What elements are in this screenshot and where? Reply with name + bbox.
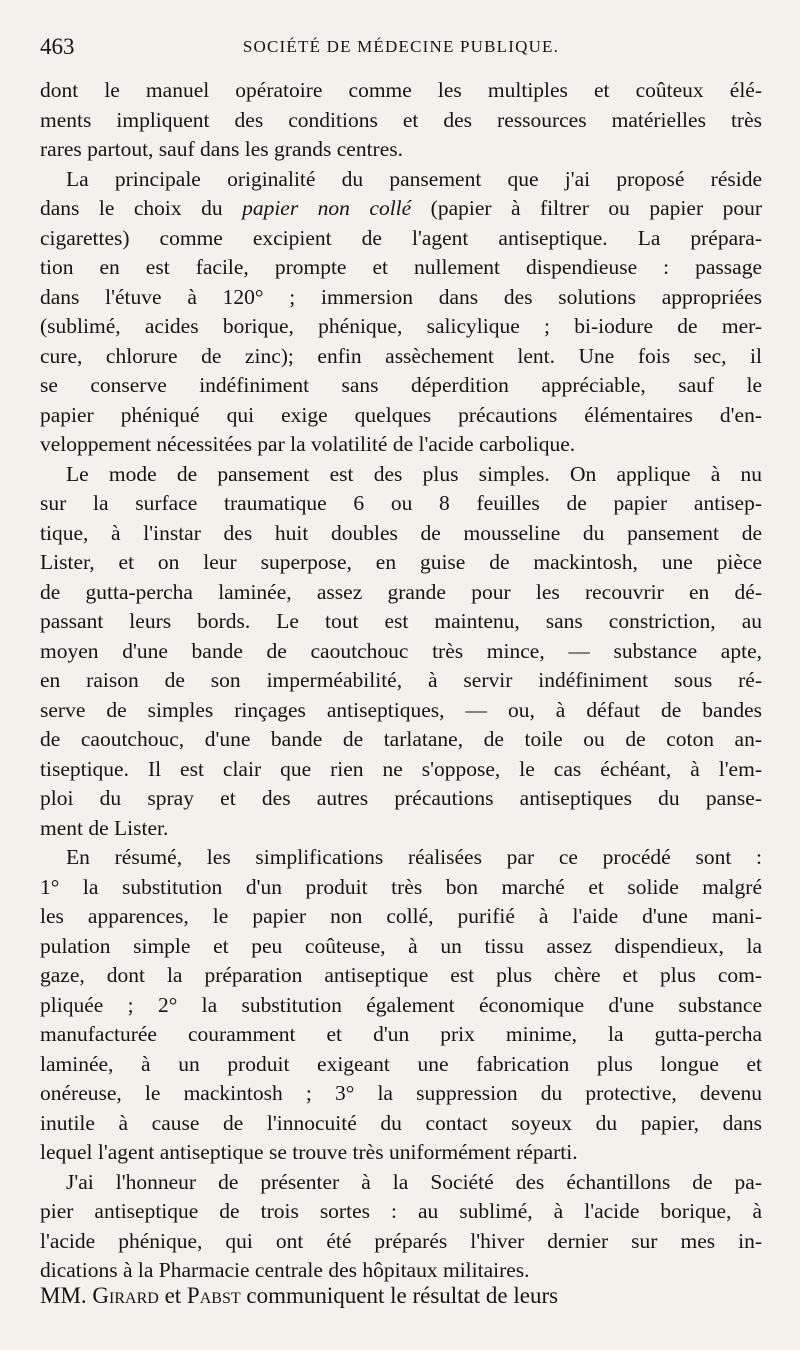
running-title: SOCIÉTÉ DE MÉDECINE PUBLIQUE. [242,37,560,56]
text-line: pier antiseptique de trois sortes : au sublimé, à l'acide borique, à [40,1199,762,1223]
paragraph [40,460,762,844]
text-line: moyen d'une bande de caoutchouc très mince, — substance apte, [40,638,762,663]
text-line: (sublimé, acides borique, phénique, salicylique ; bi-iodure de mer- [40,314,762,338]
text-line: papier phéniqué qui exige quelques précautions élémentaires d'en- [40,402,762,427]
text-line: lequel l'agent antiseptique se trouve très uniformément réparti. [40,1140,578,1164]
text-line: Lister, et on leur superpose, en guise de mackintosh, une pièce [40,550,762,574]
text-line: tiseptique. Il est clair que rien ne s'oppose, le cas échéant, à l'em- [40,756,762,781]
text-line: passant leurs bords. Le tout est maintenu, sans constriction, au [40,609,762,633]
text-line: inutile à cause de l'innocuité du contact soyeux du papier, dans [40,1110,762,1135]
text-line: en raison de son imperméabilité, à servir indéfiniment sous ré- [40,668,762,692]
text-line: pliquée ; 2° la substitution également économique d'une substance [40,992,762,1017]
paragraph [40,165,762,460]
text-line: dans l'étuve à 120° ; immersion dans des solutions appropriées [40,284,762,309]
closing-prefix: MM. [40,1283,93,1308]
text-line: dans le choix du papier non collé (papier à filtrer ou papier pour [40,196,762,220]
text-line: tion en est facile, prompte et nullement dispendieuse : passage [40,255,762,279]
paragraph [40,76,762,165]
text-line: cigarettes) comme excipient de l'agent antiseptique. La prépara- [40,225,762,250]
text-line: dications à la Pharmacie centrale des hôpitaux militaires. [40,1258,530,1282]
text-line: serve de simples rinçages antiseptiques, — ou, à défaut de bandes [40,697,762,722]
page-number: 463 [40,34,75,59]
text-line: manufacturée couramment et d'un prix minime, la gutta-percha [40,1022,762,1046]
text-line: gaze, dont la préparation antiseptique est plus chère et plus com- [40,963,762,987]
text-line: cure, chlorure de zinc); enfin assèchement lent. Une fois sec, il [40,343,762,368]
text-line: se conserve indéfiniment sans déperdition appréciable, sauf le [40,373,762,397]
text-line: de caoutchouc, d'une bande de tarlatane, de toile ou de coton an- [40,727,762,751]
text-line: pulation simple et peu coûteuse, à un tissu assez dispendieux, la [40,933,762,958]
text-line: laminée, à un produit exigeant une fabrication plus longue et [40,1051,762,1076]
text-line: rares partout, sauf dans les grands centres. [40,137,403,161]
text-line: 1° la substitution d'un produit très bon marché et solide malgré [40,874,762,899]
text-line: de gutta-percha laminée, assez grande pour les recouvrir en dé- [40,579,762,604]
closing-line [40,1280,762,1312]
author-pabst: Pabst [186,1283,241,1308]
paragraph [40,843,762,1168]
text-line: En résumé, les simplifications réalisées par ce procédé sont : [66,845,762,869]
text-line: les apparences, le papier non collé, purifié à l'aide d'une mani- [40,904,762,928]
closing-rest: communiquent le résultat de leurs [240,1283,559,1308]
paragraph [40,1168,762,1286]
text-line: ment de Lister. [40,815,169,840]
text-line: sur la surface traumatique 6 ou 8 feuilles de papier antisep- [40,491,762,515]
closing-middle: et [158,1283,187,1308]
text-line: veloppement nécessitées par la volatilité de l'acide carbolique. [40,432,576,456]
text-line: ploi du spray et des autres précautions antiseptiques du panse- [40,786,762,810]
text-line: tique, à l'instar des huit doubles de mousseline du pansement de [40,520,762,545]
text-line: ments impliquent des conditions et des ressources matérielles très [40,107,762,132]
text-line: Le mode de pansement est des plus simples. On applique à nu [66,461,762,486]
text-line: l'acide phénique, qui ont été préparés l'hiver dernier sur mes in- [40,1228,762,1253]
text-line: onéreuse, le mackintosh ; 3° la suppression du protective, devenu [40,1081,762,1105]
text-line: La principale originalité du pansement que j'ai proposé réside [66,166,762,191]
body-text [40,76,762,1286]
text-line: dont le manuel opératoire comme les multiples et coûteux élé- [40,78,762,102]
page-header [40,34,762,64]
text-line: J'ai l'honneur de présenter à la Société des échantillons de pa- [66,1169,762,1194]
author-girard: Girard [92,1283,159,1308]
italic-term: papier non collé [242,196,412,220]
